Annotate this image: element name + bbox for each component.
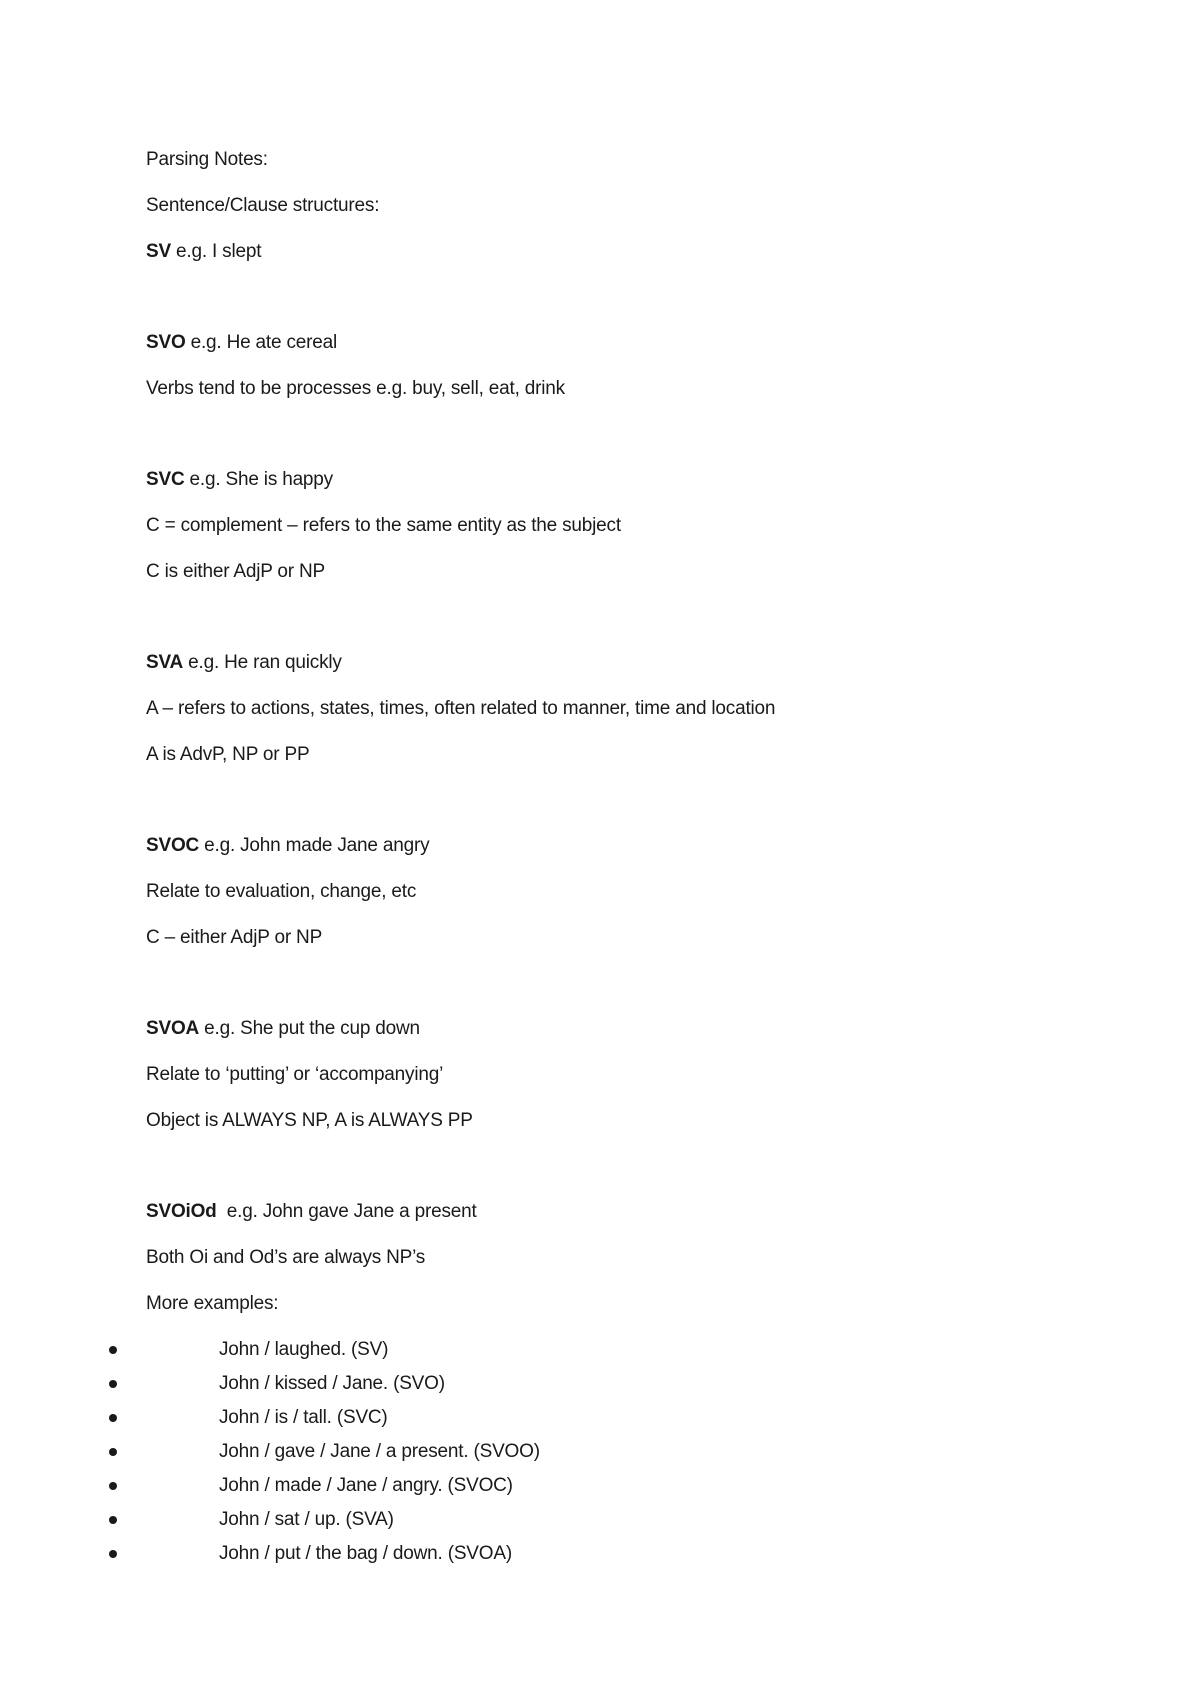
list-item-text: John / is / tall. (SVC) (219, 1407, 388, 1428)
svoa-line (146, 1017, 420, 1041)
sva-example: e.g. He ran quickly (183, 652, 342, 673)
svoiod-line (146, 1200, 477, 1224)
list-item-text: John / kissed / Jane. (SVO) (219, 1373, 445, 1394)
svoc-line (146, 834, 429, 858)
sv-example: e.g. I slept (170, 241, 262, 262)
list-item-text: John / gave / Jane / a present. (SVOO) (219, 1441, 540, 1462)
sva-line (146, 651, 342, 675)
more-examples-label: More examples: (146, 1293, 279, 1314)
sv-line (146, 240, 261, 264)
list-item-text: John / put / the bag / down. (SVOA) (219, 1543, 512, 1564)
list-item-text: John / laughed. (SV) (219, 1339, 389, 1360)
bullet-icon (109, 1482, 117, 1490)
svc-example: e.g. She is happy (184, 469, 333, 490)
svc-note-2: C is either AdjP or NP (146, 561, 325, 582)
bullet-icon (109, 1380, 117, 1388)
sva-note-2: A is AdvP, NP or PP (146, 744, 310, 765)
sva-label: SVA (146, 652, 184, 673)
svo-line (146, 331, 337, 355)
svoc-label: SVOC (146, 835, 200, 856)
bullet-icon (109, 1516, 117, 1524)
list-item-text: John / sat / up. (SVA) (219, 1509, 394, 1530)
svo-example: e.g. He ate cereal (185, 332, 337, 353)
bullet-icon (109, 1550, 117, 1558)
svc-line (146, 468, 333, 492)
svo-note: Verbs tend to be processes e.g. buy, sell, eat, drink (146, 378, 565, 399)
svoa-example: e.g. She put the cup down (199, 1018, 420, 1039)
svoa-label: SVOA (146, 1018, 200, 1039)
svoc-note-2: C – either AdjP or NP (146, 927, 323, 948)
section-heading: Sentence/Clause structures: (146, 195, 380, 216)
svoc-note-1: Relate to evaluation, change, etc (146, 881, 417, 902)
svoiod-example: e.g. John gave Jane a present (216, 1201, 477, 1222)
svc-note-1: C = complement – refers to the same entity as the subject (146, 515, 621, 536)
svoiod-note: Both Oi and Od’s are always NP’s (146, 1247, 426, 1268)
svoiod-label: SVOiOd (146, 1201, 217, 1222)
svoa-note-1: Relate to ‘putting’ or ‘accompanying’ (146, 1064, 444, 1085)
page-title: Parsing Notes: (146, 149, 268, 170)
bullet-icon (109, 1346, 117, 1354)
sva-note-1: A – refers to actions, states, times, often related to manner, time and location (146, 698, 776, 719)
list-item-text: John / made / Jane / angry. (SVOC) (219, 1475, 513, 1496)
bullet-icon (109, 1448, 117, 1456)
svoa-note-2: Object is ALWAYS NP, A is ALWAYS PP (146, 1110, 473, 1131)
svc-label: SVC (146, 469, 185, 490)
sv-label: SV (146, 241, 171, 262)
bullet-icon (109, 1414, 117, 1422)
svoc-example: e.g. John made Jane angry (199, 835, 430, 856)
svo-label: SVO (146, 332, 186, 353)
